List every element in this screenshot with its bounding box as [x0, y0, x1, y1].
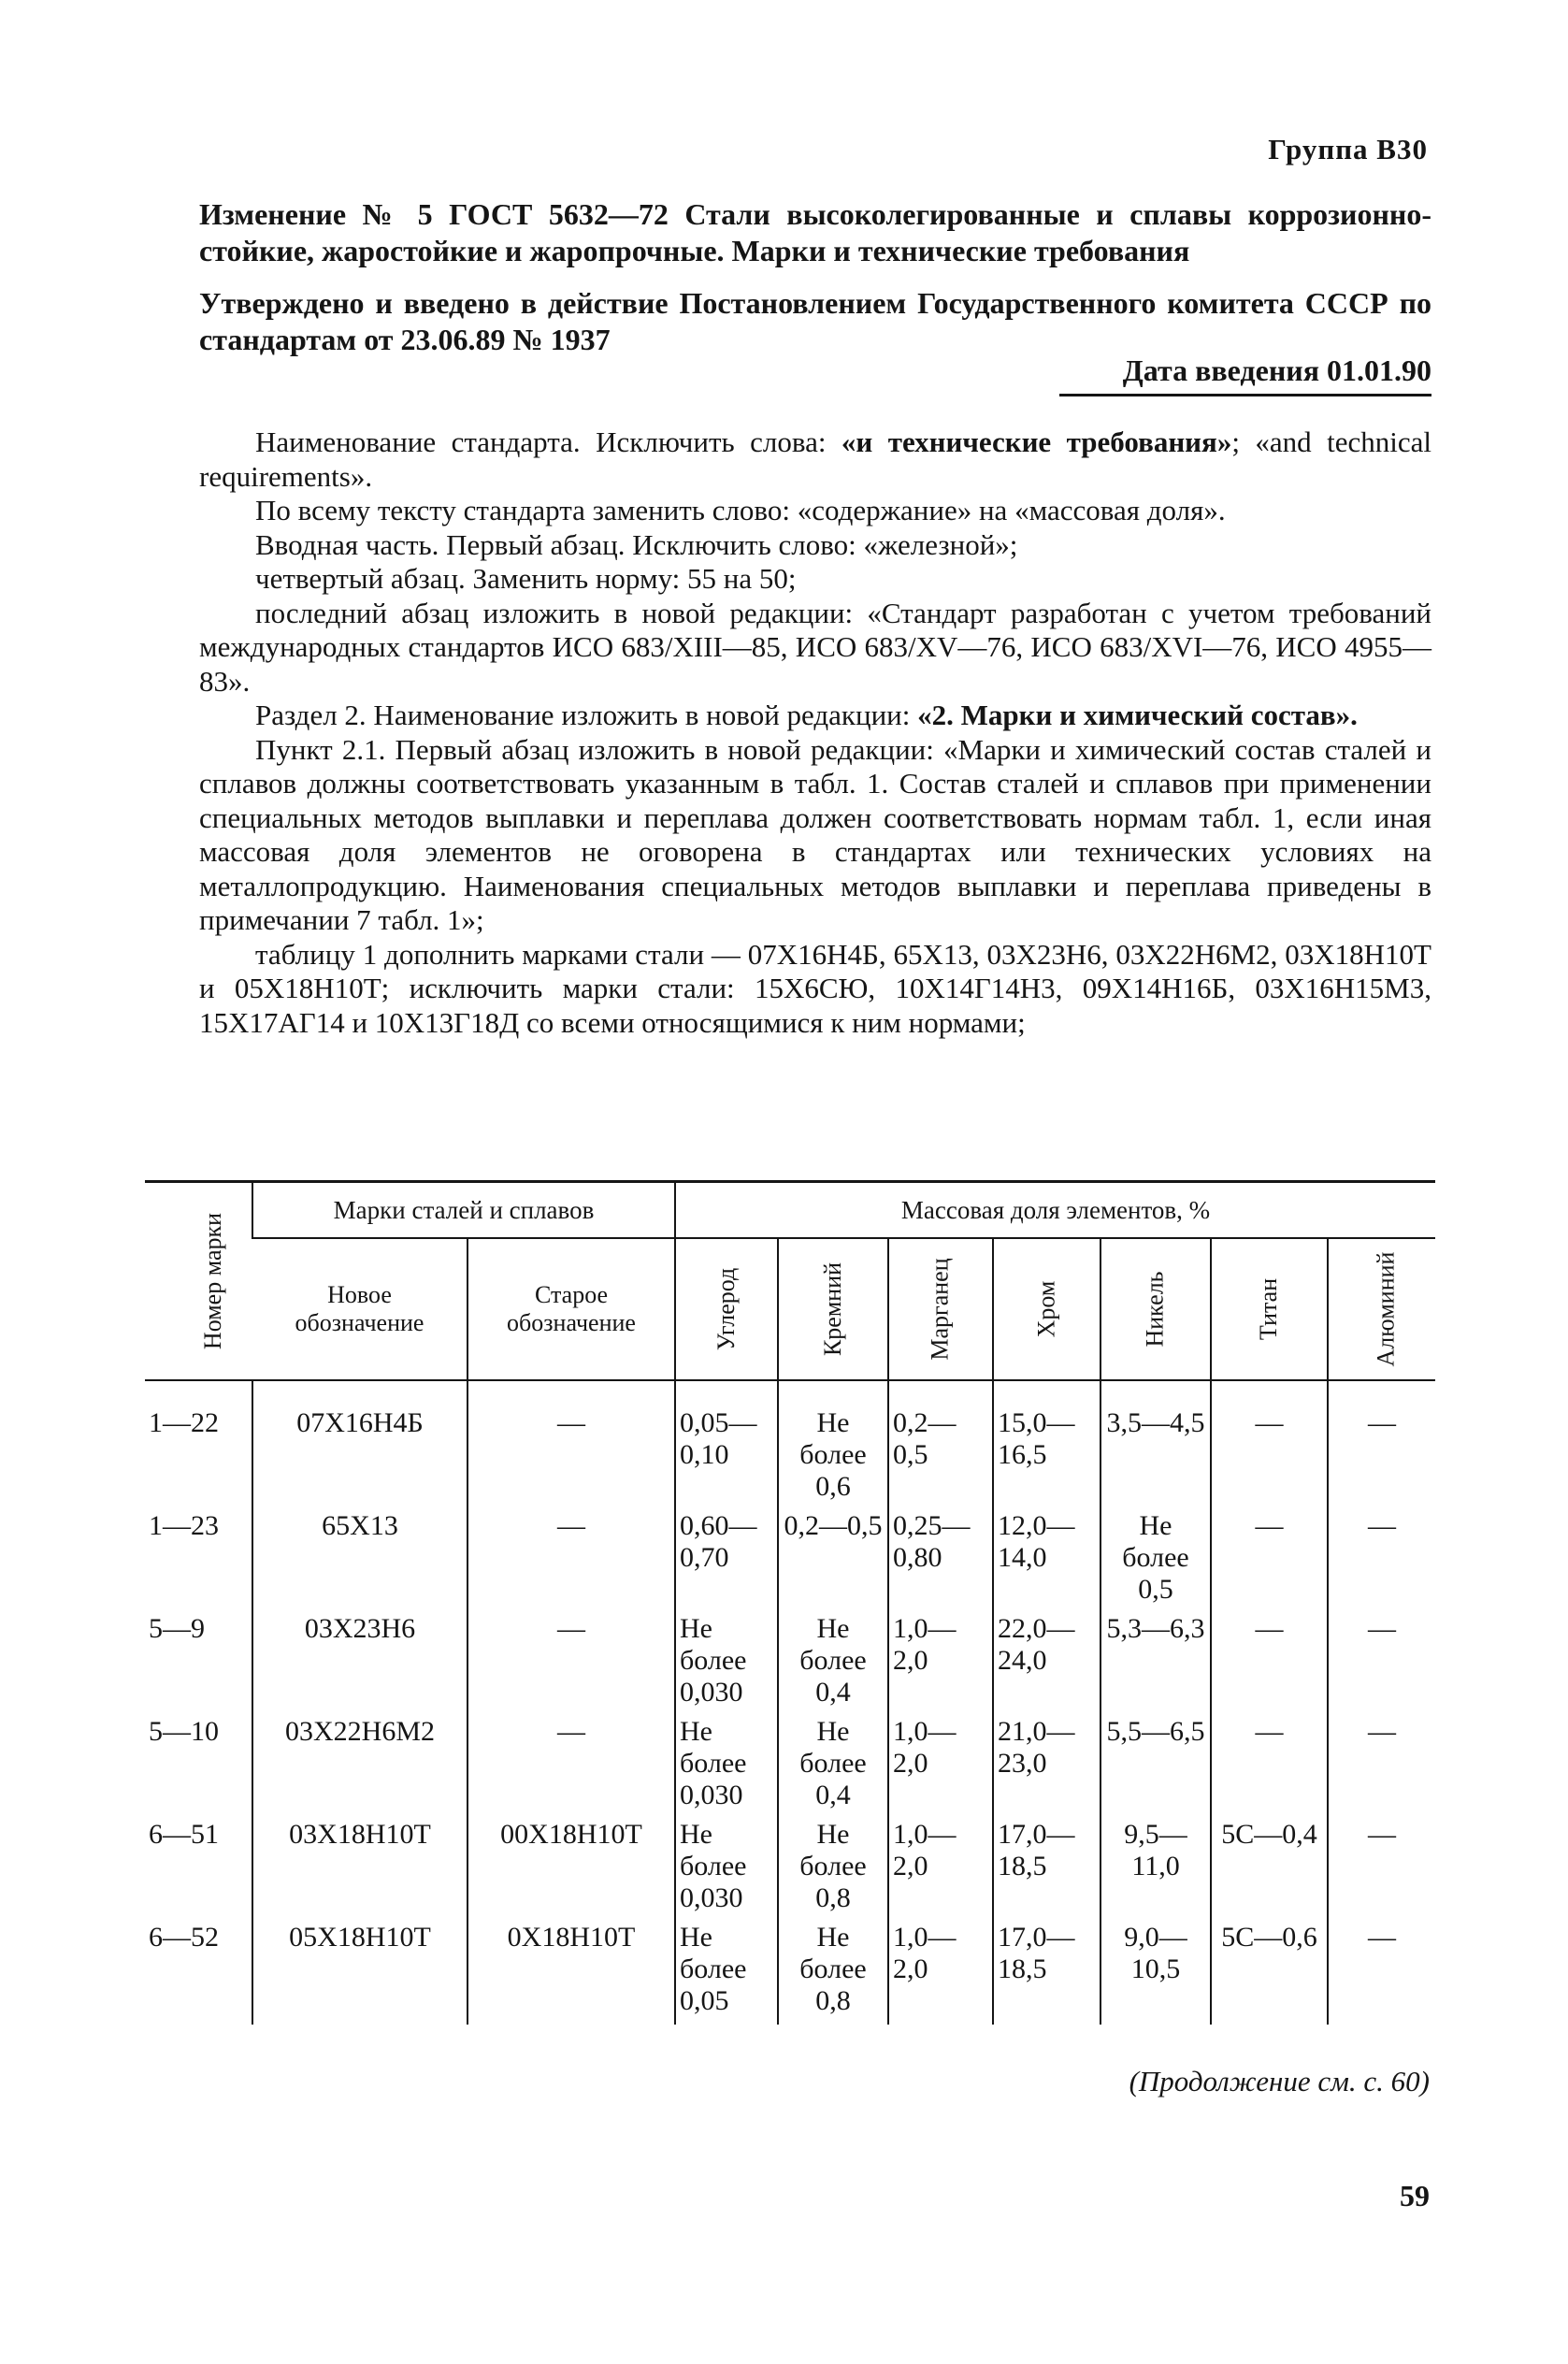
cell-old: —	[468, 1510, 675, 1613]
cell-titanium: —	[1211, 1716, 1328, 1819]
cell-silicon: Не более 0,8	[778, 1922, 888, 2025]
paragraph: Вводная часть. Первый абзац. Исключить слово: «железной»;	[255, 527, 1018, 561]
cell-old: —	[468, 1380, 675, 1510]
cell-old: 00Х18Н10Т	[468, 1819, 675, 1922]
effective-date-value: 01.01.90	[1327, 353, 1431, 387]
paragraph: таблицу 1 дополнить марками стали — 07Х16Н4Б, 65Х13, 03Х23Н6, 03Х22Н6М2, 03Х18Н10Т и 05Х18Н10Т; исключить марки стали: 15Х6СЮ, 10Х14Г14Н3, 09Х14Н16Б, 03Х16Н15М3, 15Х17АГ14 и 10Х13Г18Д со всеми относящимися к ним нормами;	[199, 937, 1431, 1039]
cell-chromium: 17,0—18,5	[993, 1819, 1100, 1922]
effective-date-label: Дата введения	[1122, 353, 1319, 387]
cell-aluminium: —	[1328, 1510, 1435, 1613]
cell-nickel: 9,5—11,0	[1100, 1819, 1211, 1922]
cell-chromium: 15,0—16,5	[993, 1380, 1100, 1510]
cell-new: 65Х13	[252, 1510, 468, 1613]
paragraph: По всему тексту стандарта заменить слово: «содержание» на «массовая доля».	[255, 494, 1226, 526]
cell-old: 0Х18Н10Т	[468, 1922, 675, 2025]
grades-table	[145, 1183, 1435, 2025]
cell-titanium: —	[1211, 1510, 1328, 1613]
cell-silicon: Не более 0,4	[778, 1716, 888, 1819]
cell-old: —	[468, 1613, 675, 1716]
header-number: Номер марки	[145, 1183, 252, 1380]
header-old-designation: Старое обозначение	[468, 1238, 675, 1380]
cell-nickel: 3,5—4,5	[1100, 1380, 1211, 1510]
cell-nickel: 5,3—6,3	[1100, 1613, 1211, 1716]
cell-chromium: 21,0—23,0	[993, 1716, 1100, 1819]
approval-statement: Утверждено и введено в действие Постановлением Государственного комитета СССР по стандартам от 23.06.89 № 1937	[199, 286, 1431, 356]
table-row	[145, 1819, 1435, 1922]
cell-nickel: 5,5—6,5	[1100, 1716, 1211, 1819]
cell-new: 03Х23Н6	[252, 1613, 468, 1716]
table-row	[145, 1510, 1435, 1613]
header-manganese: Марганец	[888, 1238, 993, 1380]
cell-nickel: 9,0—10,5	[1100, 1922, 1211, 2025]
cell-manganese: 1,0—2,0	[888, 1613, 993, 1716]
effective-date	[1059, 353, 1431, 396]
paragraph: Пункт 2.1. Первый абзац изложить в новой редакции: «Марки и химический состав сталей и сплавов должны соответствовать указанным в табл. 1. Состав сталей и сплавов при применении специальных методов выплавки и переплава должен соответствовать нормам табл. 1, если иная массовая доля элементов не оговорена в стандартах или технических условиях на металлопродукцию. Наименования специальных методов выплавки и переплава приведены в примечании 7 табл. 1»;	[199, 732, 1431, 936]
paragraph: Раздел 2. Наименование изложить в новой редакции: «2. Марки и химический состав».	[255, 699, 1358, 731]
cell-new: 03Х22Н6М2	[252, 1716, 468, 1819]
cell-silicon: Не более 0,4	[778, 1613, 888, 1716]
cell-number: 6—52	[149, 1922, 219, 1953]
cell-new: 07Х16Н4Б	[252, 1380, 468, 1510]
cell-aluminium: —	[1328, 1922, 1435, 2025]
cell-chromium: 17,0—18,5	[993, 1922, 1100, 2025]
cell-manganese: 0,2—0,5	[888, 1380, 993, 1510]
cell-carbon: Не более 0,030	[675, 1613, 778, 1716]
cell-number: 5—10	[149, 1716, 219, 1747]
cell-titanium: —	[1211, 1613, 1328, 1716]
amendment-title: Изменение № 5 ГОСТ 5632—72 Стали высоколегированные и сплавы коррозионно-стойкие, жаростойкие и жаропрочные. Марки и технические требования	[199, 197, 1431, 267]
cell-titanium: —	[1211, 1380, 1328, 1510]
group-code: Группа В30	[1268, 133, 1428, 166]
cell-number: 1—23	[149, 1510, 219, 1541]
header-new-designation: Новое обозначение	[252, 1238, 468, 1380]
cell-number: 6—51	[149, 1819, 219, 1850]
cell-carbon: 0,05—0,10	[675, 1380, 778, 1510]
cell-carbon: 0,60—0,70	[675, 1510, 778, 1613]
cell-aluminium: —	[1328, 1380, 1435, 1510]
cell-number: 5—9	[149, 1613, 205, 1644]
cell-chromium: 12,0—14,0	[993, 1510, 1100, 1613]
cell-aluminium: —	[1328, 1613, 1435, 1716]
cell-silicon: 0,2—0,5	[778, 1510, 888, 1613]
cell-new: 03Х18Н10Т	[252, 1819, 468, 1922]
cell-silicon: Не более 0,8	[778, 1819, 888, 1922]
cell-chromium: 22,0—24,0	[993, 1613, 1100, 1716]
table-row	[145, 1922, 1435, 2025]
header-aluminium: Алюминий	[1328, 1238, 1435, 1380]
header-chromium: Хром	[993, 1238, 1100, 1380]
table-row	[145, 1716, 1435, 1819]
paragraph: Наименование стандарта. Исключить слова: «и технические требования»; «and technical requirements».	[199, 425, 1431, 493]
cell-nickel: Не более 0,5	[1100, 1510, 1211, 1613]
header-silicon: Кремний	[778, 1238, 888, 1380]
paragraph: последний абзац изложить в новой редакции: «Стандарт разработан с учетом требований международных стандартов ИСО 683/XIII—85, ИСО 683/XV—76, ИСО 683/XVI—76, ИСО 4955—83».	[199, 596, 1431, 698]
cell-carbon: Не более 0,05	[675, 1922, 778, 2025]
cell-silicon: Не более 0,6	[778, 1380, 888, 1510]
steel-grades-table	[145, 1180, 1435, 2025]
cell-titanium: 5С—0,6	[1211, 1922, 1328, 2025]
table-row	[145, 1613, 1435, 1716]
body-text	[199, 425, 1431, 1040]
cell-old: —	[468, 1716, 675, 1819]
cell-carbon: Не более 0,030	[675, 1819, 778, 1922]
cell-manganese: 1,0—2,0	[888, 1922, 993, 2025]
paragraph: четвертый абзац. Заменить норму: 55 на 50;	[255, 562, 797, 595]
cell-carbon: Не более 0,030	[675, 1716, 778, 1819]
cell-aluminium: —	[1328, 1819, 1435, 1922]
header-titanium: Титан	[1211, 1238, 1328, 1380]
page-number: 59	[1400, 2179, 1430, 2213]
cell-titanium: 5С—0,4	[1211, 1819, 1328, 1922]
cell-number: 1—22	[149, 1407, 219, 1438]
continuation-note: (Продолжение см. с. 60)	[1129, 2065, 1430, 2097]
cell-manganese: 1,0—2,0	[888, 1716, 993, 1819]
header-grades-group: Марки сталей и сплавов	[252, 1183, 675, 1238]
cell-manganese: 1,0—2,0	[888, 1819, 993, 1922]
header-carbon: Углерод	[675, 1238, 778, 1380]
header-nickel: Никель	[1100, 1238, 1211, 1380]
table-row	[145, 1380, 1435, 1510]
header-mass-group: Массовая доля элементов, %	[675, 1183, 1435, 1238]
cell-manganese: 0,25—0,80	[888, 1510, 993, 1613]
cell-new: 05Х18Н10Т	[252, 1922, 468, 2025]
cell-aluminium: —	[1328, 1716, 1435, 1819]
